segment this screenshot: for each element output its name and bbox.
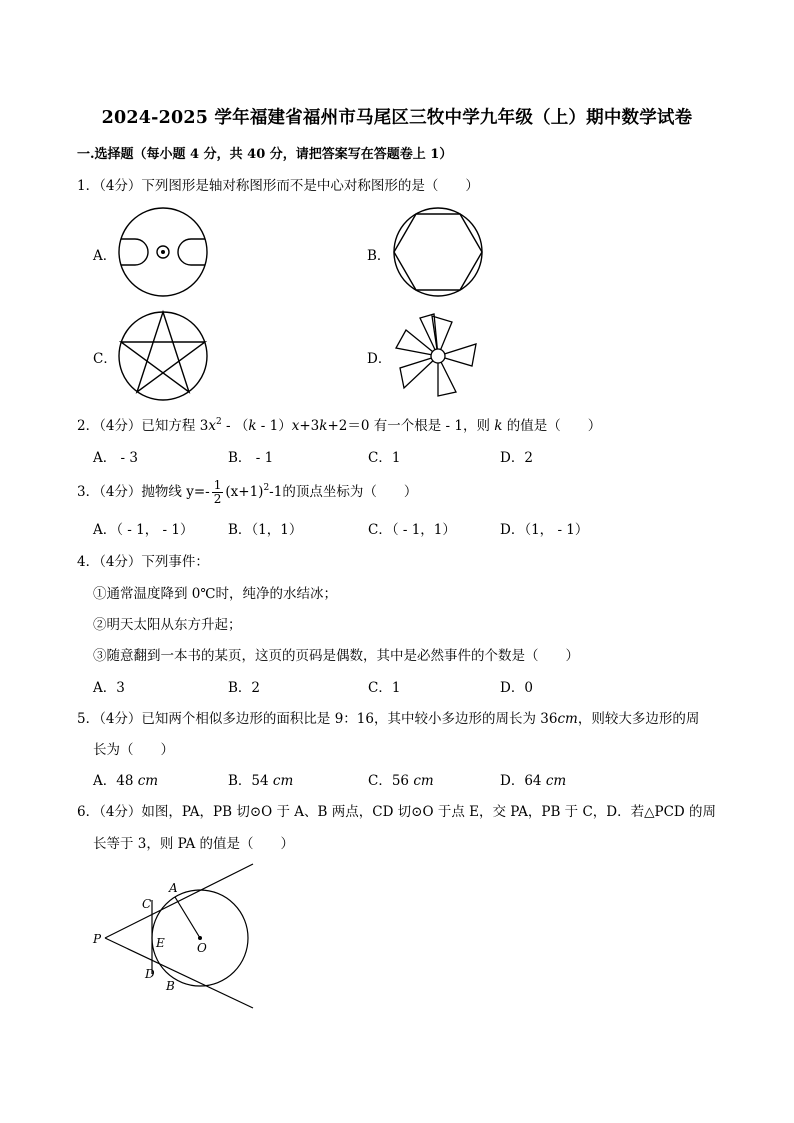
radius-oa: [175, 897, 200, 938]
q1-figure-c: [115, 308, 211, 404]
q5-text-b: ，则较大多边形的周: [577, 711, 700, 727]
q2-var-k2: k: [319, 418, 328, 434]
label-b: B: [166, 979, 175, 993]
q2-text-mid3: +3: [299, 418, 320, 434]
q4-stem: 4．（4分）下列事件：: [77, 554, 209, 570]
q6-stem-line1: 6．（4分）如图，PA，PB 切⊙O 于 A、B 两点，CD 切⊙O 于点 E，交 PA，PB 于 C，D．若△PCD 的周: [77, 804, 717, 820]
page-title: 2024-2025 学年福建省福州市马尾区三牧中学九年级（上）期中数学试卷: [101, 108, 693, 128]
q2-var-x: x: [208, 418, 216, 434]
label-o: O: [197, 941, 207, 955]
q1-figure-b: [390, 204, 486, 300]
label-d: D: [145, 967, 155, 981]
q5-option-b-unit: cm: [272, 773, 294, 789]
q5-stem-line2: 长为（ ）: [93, 742, 174, 758]
q3-text-suffix: -1的顶点坐标为（ ）: [269, 484, 418, 500]
q2-var-k: k: [248, 418, 257, 434]
q2-text-mid: - （: [221, 418, 249, 434]
q2-text-end: 的值是（ ）: [502, 418, 602, 434]
q3-option-c: C．（ - 1，1）: [368, 522, 456, 538]
q2-text-prefix: 2．（4分）已知方程 3: [77, 418, 209, 434]
q5-option-c: [368, 769, 434, 789]
q3-text-mid: (x+1): [225, 484, 264, 500]
q1-option-b-label: B．: [367, 248, 391, 264]
q2-var-x2: x: [291, 418, 300, 434]
q4-option-c: C．1: [368, 680, 401, 696]
q5-option-d-unit: cm: [545, 773, 567, 789]
section-heading: 一.选择题（每小题 4 分，共 40 分，请把答案写在答题卷上 1）: [77, 147, 453, 162]
q4-event-3: ③随意翻到一本书的某页，这页的页码是偶数，其中是必然事件的个数是（ ）: [93, 648, 579, 664]
q3-text-prefix: 3．（4分）抛物线 y=-: [77, 484, 210, 500]
q6-geometry-figure: [88, 862, 258, 1012]
q6-stem-line2: 长等于 3，则 PA 的值是（ ）: [93, 836, 295, 852]
q3-option-b: B．（1，1）: [228, 522, 303, 538]
q1-figure-d: [390, 308, 486, 404]
q1-stem: 1．（4分）下列图形是轴对称图形而不是中心对称图形的是（ ）: [77, 178, 479, 194]
q4-option-d: D．0: [500, 680, 533, 696]
q5-option-b-value: B．54: [228, 773, 269, 789]
q3-fraction: [212, 479, 224, 506]
q1-option-c-label: C．: [93, 351, 117, 367]
q2-exponent: 2: [215, 417, 222, 427]
q2-text-mid2: - 1）: [256, 418, 292, 434]
q1-figure-a: [115, 204, 211, 300]
q3-option-d: D．（1， - 1）: [500, 522, 589, 538]
q5-option-c-value: C．56: [368, 773, 410, 789]
q4-event-2: ②明天太阳从东方升起；: [93, 617, 242, 633]
q5-stem-line1: [77, 707, 699, 727]
q1-option-d-label: D．: [367, 351, 392, 367]
q3-stem: [77, 479, 417, 506]
center-point-o: [198, 936, 202, 940]
q3-exponent: 2: [263, 483, 270, 493]
q5-option-c-unit: cm: [413, 773, 434, 789]
q5-option-d-value: D．64: [500, 773, 542, 789]
label-e: E: [156, 936, 165, 950]
q5-option-d: [500, 769, 566, 789]
q2-option-b: B． - 1: [228, 450, 274, 466]
label-c: C: [142, 897, 152, 911]
q5-text-a: 5．（4分）已知两个相似多边形的面积比是 9：16，其中较小多边形的周长为 36: [77, 711, 558, 727]
q4-event-1: ①通常温度降到 0℃时，纯净的水结冰；: [93, 586, 337, 602]
q2-option-d: D．2: [500, 450, 533, 466]
q3-denominator: 2: [213, 492, 222, 506]
q4-option-a: A．3: [93, 680, 125, 696]
q5-option-b: [228, 769, 293, 789]
q2-var-k3: k: [494, 418, 503, 434]
label-a: A: [169, 881, 178, 895]
q5-unit-cm: cm: [557, 711, 578, 727]
q3-numerator: 1: [213, 478, 222, 492]
q2-option-c: C．1: [368, 450, 401, 466]
q5-option-a: [93, 769, 158, 789]
q1-option-a-label: A．: [93, 248, 117, 264]
q3-option-a: A．（ - 1， - 1）: [93, 522, 194, 538]
q2-stem: [77, 414, 601, 434]
tangent-line-pb: [105, 938, 253, 1008]
q2-text-suffix: +2＝0 有一个根是 - 1，则: [327, 418, 495, 434]
q5-option-a-unit: cm: [137, 773, 159, 789]
label-p: P: [93, 932, 102, 946]
q2-option-a: A． - 3: [93, 450, 138, 466]
q4-option-b: B．2: [228, 680, 261, 696]
q5-option-a-value: A．48: [93, 773, 134, 789]
